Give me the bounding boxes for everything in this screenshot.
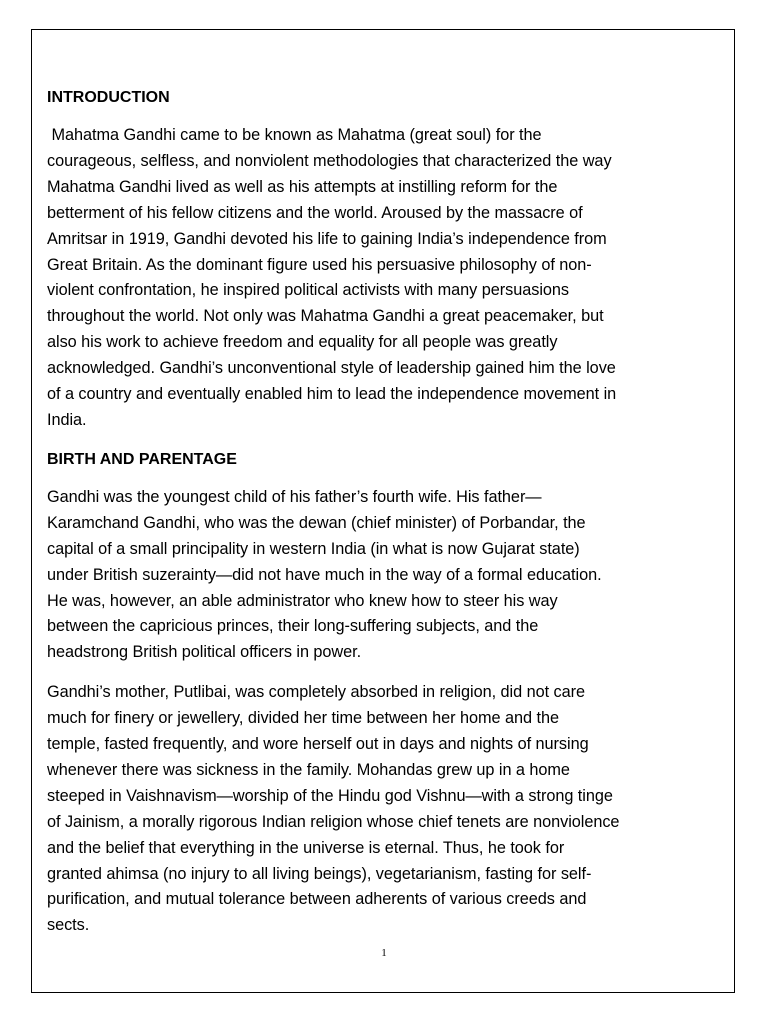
paragraph — [47, 123, 727, 434]
paragraph-line: courageous, selfless, and nonviolent methodologies that characterized the way — [47, 151, 612, 170]
section-birth-and-parentage — [47, 448, 727, 939]
document-content — [47, 86, 727, 953]
section-heading: BIRTH AND PARENTAGE — [47, 450, 237, 468]
section-introduction — [47, 86, 727, 434]
paragraph-line: throughout the world. Not only was Mahatma Gandhi a great peacemaker, but — [47, 307, 604, 326]
paragraph-line: steeped in Vaishnavism—worship of the Hindu god Vishnu—with a strong tinge — [47, 786, 613, 805]
page-number: 1 — [381, 947, 387, 959]
paragraph-line: headstrong British political officers in power. — [47, 643, 362, 662]
paragraph-line: temple, fasted frequently, and wore herself out in days and nights of nursing — [47, 735, 589, 754]
paragraph — [47, 485, 727, 666]
paragraph-line: much for finery or jewellery, divided her time between her home and the — [47, 709, 559, 728]
paragraph-line: sects. — [47, 916, 90, 935]
paragraph-line: Gandhi’s mother, Putlibai, was completely absorbed in religion, did not care — [47, 683, 586, 702]
paragraph-line: between the capricious princes, their long-suffering subjects, and the — [47, 617, 539, 636]
paragraph-line: betterment of his fellow citizens and the world. Aroused by the massacre of — [47, 203, 583, 222]
section-heading: INTRODUCTION — [47, 89, 170, 106]
paragraph-line: India. — [47, 410, 87, 429]
paragraph-line: also his work to achieve freedom and equality for all people was greatly — [47, 333, 558, 352]
paragraph-line: He was, however, an able administrator who knew how to steer his way — [47, 591, 558, 610]
paragraph-line: violent confrontation, he inspired political activists with many persuasions — [47, 281, 569, 300]
paragraph-line: Great Britain. As the dominant figure used his persuasive philosophy of non- — [47, 255, 592, 274]
paragraph-line: acknowledged. Gandhi’s unconventional style of leadership gained him the love — [47, 359, 616, 378]
paragraph-line: purification, and mutual tolerance between adherents of various creeds and — [47, 890, 587, 909]
paragraph-line: Karamchand Gandhi, who was the dewan (chief minister) of Porbandar, the — [47, 513, 586, 532]
paragraph-line: Mahatma Gandhi lived as well as his attempts at instilling reform for the — [47, 177, 558, 196]
paragraph-line: whenever there was sickness in the family. Mohandas grew up in a home — [47, 760, 570, 779]
paragraph-line: under British suzerainty—did not have much in the way of a formal education. — [47, 565, 602, 584]
paragraph-line: Mahatma Gandhi came to be known as Mahatma (great soul) for the — [47, 126, 542, 144]
paragraph — [47, 680, 727, 939]
paragraph-line: of Jainism, a morally rigorous Indian religion whose chief tenets are nonviolence — [47, 812, 620, 831]
paragraph-line: of a country and eventually enabled him to lead the independence movement in — [47, 385, 617, 404]
paragraph-line: granted ahimsa (no injury to all living beings), vegetarianism, fasting for self- — [47, 864, 592, 883]
paragraph-line: and the belief that everything in the universe is eternal. Thus, he took for — [47, 838, 565, 857]
paragraph-line: Amritsar in 1919, Gandhi devoted his life to gaining India’s independence from — [47, 229, 607, 248]
paragraph-line: capital of a small principality in western India (in what is now Gujarat state) — [47, 539, 580, 558]
paragraph-line: Gandhi was the youngest child of his father’s fourth wife. His father— — [47, 487, 542, 506]
